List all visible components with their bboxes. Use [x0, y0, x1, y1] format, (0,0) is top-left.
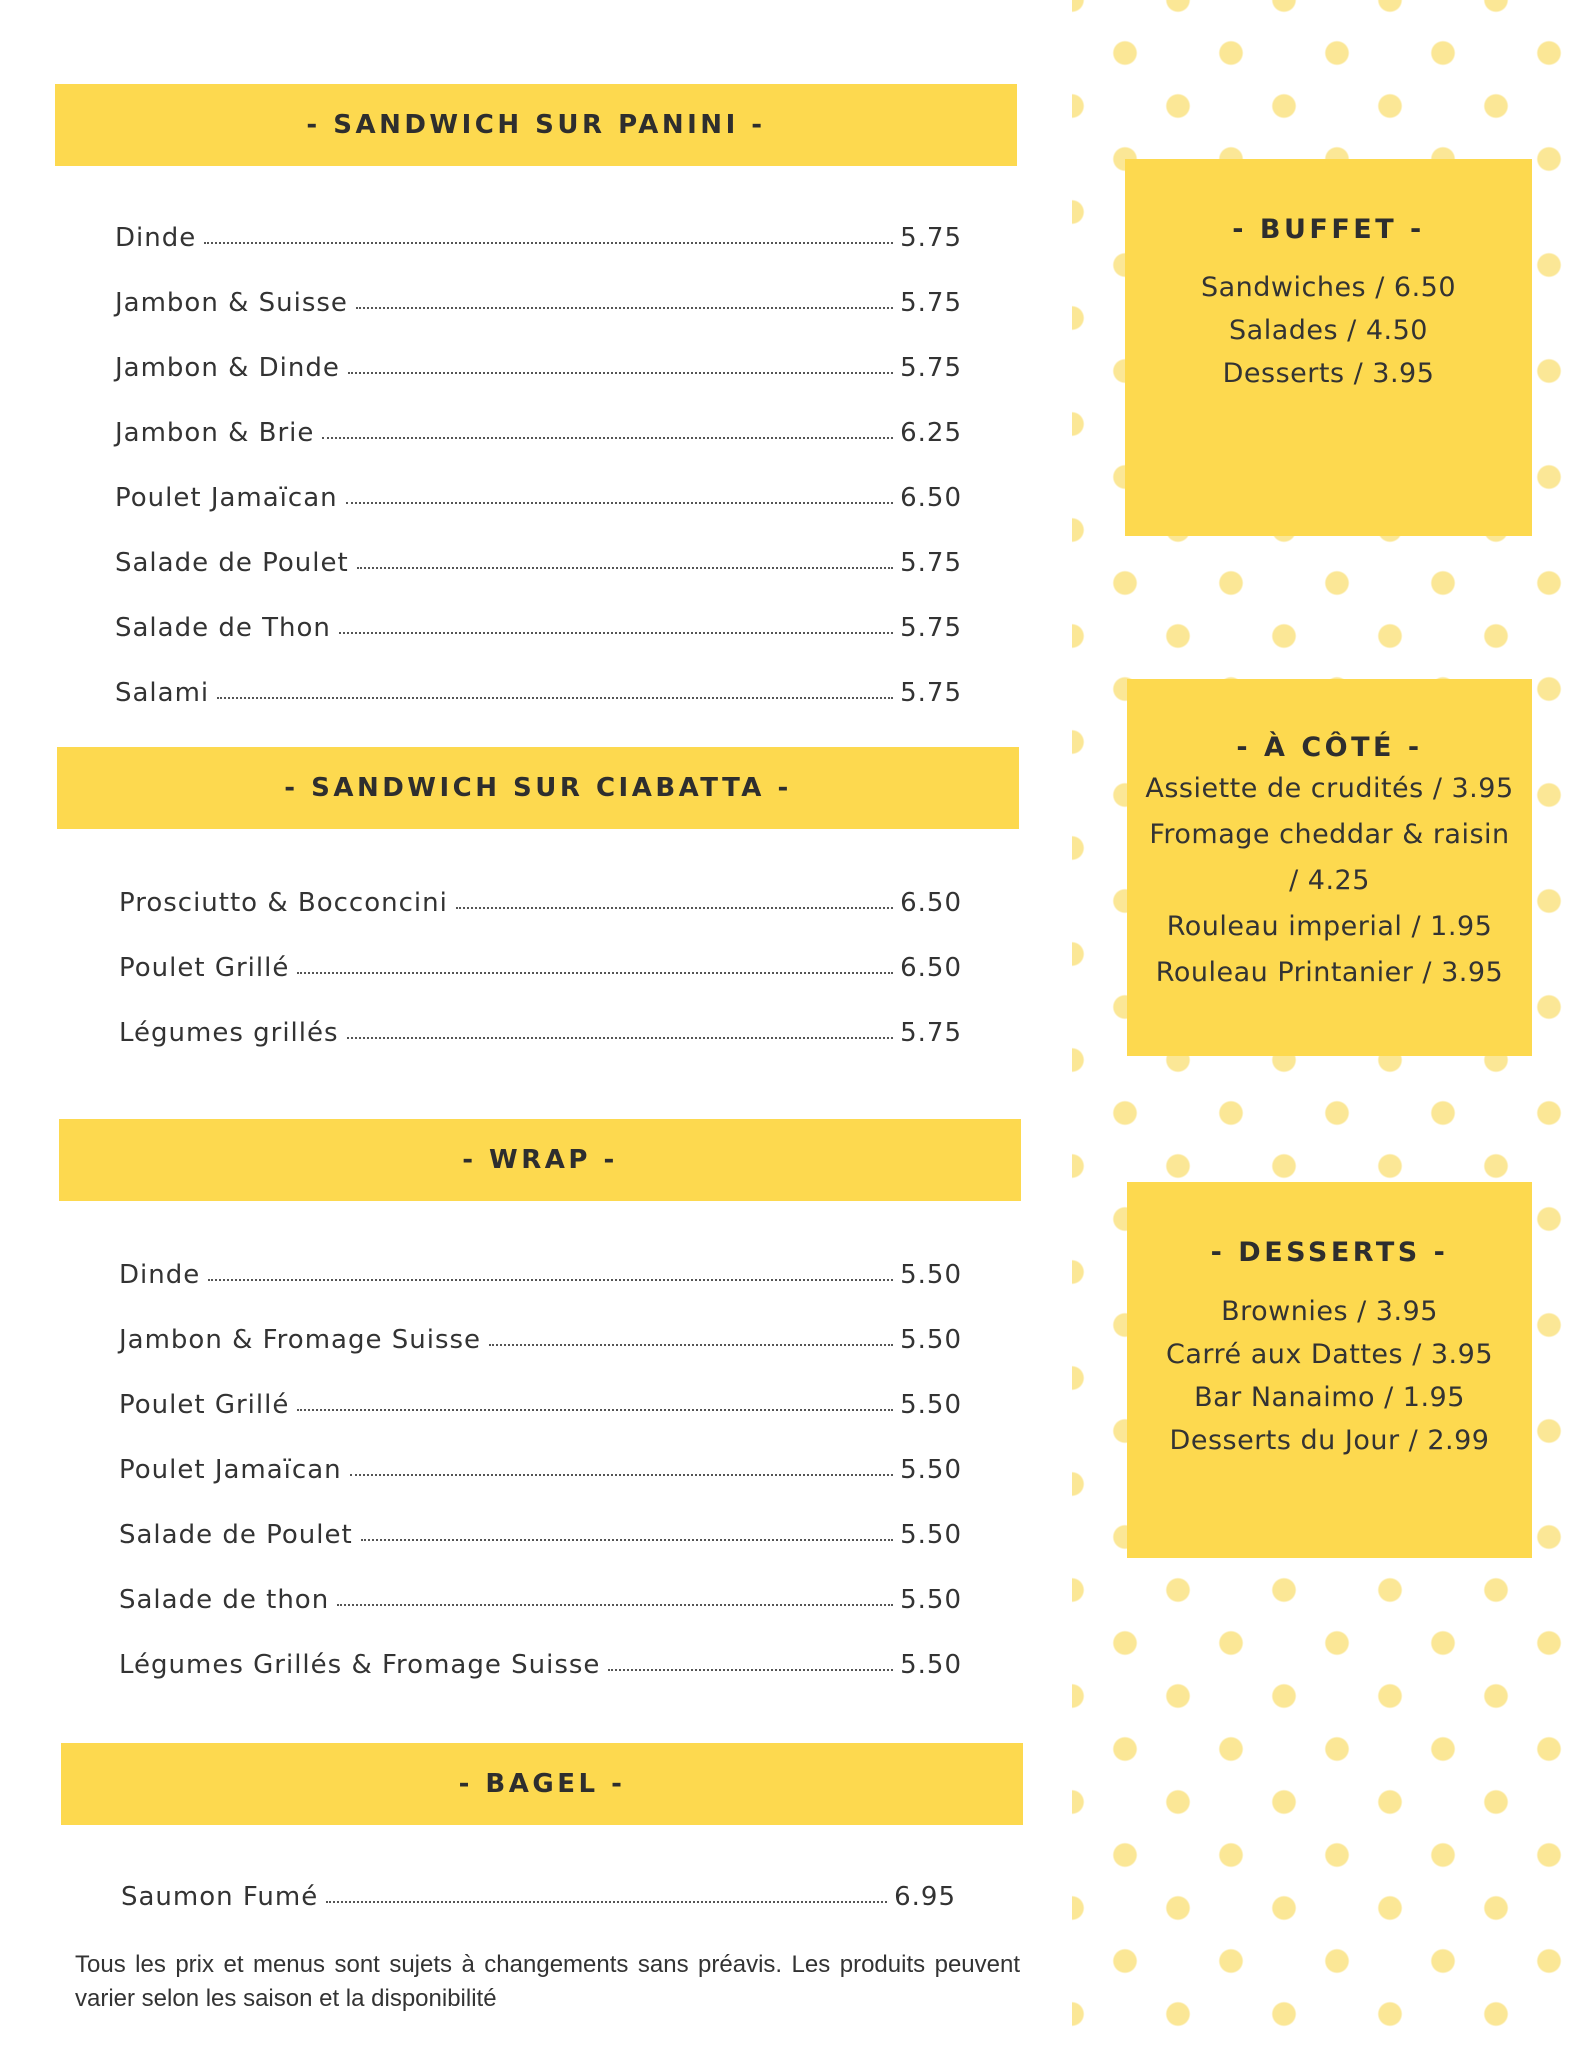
menu-item — [115, 343, 962, 383]
dot-leader — [489, 1344, 893, 1346]
menu-item — [115, 213, 962, 253]
dot-leader — [456, 907, 893, 909]
a-cote-title: - À CÔTÉ - — [1236, 732, 1423, 763]
item-name: Prosciutto & Bocconcini — [119, 888, 448, 918]
item-name: Jambon & Suisse — [115, 288, 348, 318]
item-name: Légumes grillés — [119, 1018, 339, 1048]
desserts-line: Desserts du Jour / 2.99 — [1169, 1425, 1490, 1456]
panini-section-title: - SANDWICH SUR PANINI - — [306, 110, 766, 140]
item-name: Dinde — [115, 223, 197, 253]
dot-leader — [339, 632, 893, 634]
menu-item — [115, 603, 962, 643]
desserts-title: - DESSERTS - — [1210, 1237, 1449, 1268]
desserts-line: Carré aux Dattes / 3.95 — [1165, 1339, 1493, 1370]
item-name: Jambon & Dinde — [115, 353, 340, 383]
dot-leader — [208, 1279, 893, 1281]
buffet-line: Salades / 4.50 — [1229, 315, 1428, 346]
panini-section-header — [55, 84, 1017, 166]
dot-leader — [297, 1409, 893, 1411]
item-price: 6.50 — [900, 953, 962, 983]
menu-item — [115, 538, 962, 578]
item-price: 5.50 — [900, 1260, 962, 1290]
item-price: 5.50 — [900, 1650, 962, 1680]
menu-item — [119, 1380, 962, 1420]
bagel-section-header — [61, 1743, 1023, 1825]
item-price: 5.50 — [900, 1520, 962, 1550]
buffet-title: - BUFFET - — [1232, 214, 1425, 245]
item-name: Poulet Jamaïcan — [119, 1455, 342, 1485]
item-name: Salami — [115, 678, 210, 708]
buffet-line: Sandwiches / 6.50 — [1200, 272, 1457, 303]
item-name: Poulet Grillé — [119, 953, 290, 983]
item-price: 5.50 — [900, 1455, 962, 1485]
ciabatta-section-header — [57, 747, 1019, 829]
a-cote-line: Rouleau Printanier / 3.95 — [1155, 957, 1504, 988]
dot-leader — [326, 1901, 887, 1903]
item-name: Dinde — [119, 1260, 201, 1290]
item-price: 6.25 — [900, 418, 962, 448]
desserts-box — [1127, 1182, 1532, 1558]
wrap-section-title: - WRAP - — [462, 1145, 618, 1175]
item-name: Légumes Grillés & Fromage Suisse — [119, 1650, 601, 1680]
item-price: 5.50 — [900, 1585, 962, 1615]
item-name: Poulet Jamaïcan — [115, 483, 338, 513]
item-name: Jambon & Brie — [115, 418, 315, 448]
item-price: 5.75 — [900, 353, 962, 383]
dot-leader — [356, 307, 893, 309]
desserts-line: Bar Nanaimo / 1.95 — [1194, 1382, 1465, 1413]
item-name: Salade de Thon — [115, 613, 331, 643]
item-price: 5.75 — [900, 288, 962, 318]
menu-item — [119, 1008, 962, 1048]
item-price: 6.50 — [900, 483, 962, 513]
item-price: 5.75 — [900, 1018, 962, 1048]
buffet-box — [1125, 159, 1532, 536]
menu-item — [119, 1250, 962, 1290]
dot-leader — [322, 437, 893, 439]
item-price: 5.50 — [900, 1390, 962, 1420]
dot-leader — [204, 242, 893, 244]
item-price: 6.95 — [894, 1882, 956, 1912]
item-name: Salade de Poulet — [119, 1520, 353, 1550]
menu-item — [115, 473, 962, 513]
a-cote-line: / 4.25 — [1289, 865, 1370, 896]
item-price: 5.75 — [900, 678, 962, 708]
menu-item — [119, 1575, 962, 1615]
menu-item — [119, 1445, 962, 1485]
item-price: 5.50 — [900, 1325, 962, 1355]
desserts-line: Brownies / 3.95 — [1221, 1296, 1438, 1327]
ciabatta-section-title: - SANDWICH SUR CIABATTA - — [284, 773, 792, 803]
menu-item — [119, 943, 962, 983]
menu-item — [119, 1640, 962, 1680]
dot-leader — [357, 567, 893, 569]
dot-leader — [361, 1539, 893, 1541]
menu-item — [119, 1510, 962, 1550]
dot-leader — [347, 1037, 894, 1039]
a-cote-box — [1127, 679, 1532, 1056]
menu-item — [115, 668, 962, 708]
menu-item — [119, 878, 962, 918]
item-name: Salade de Poulet — [115, 548, 349, 578]
a-cote-line: Assiette de crudités / 3.95 — [1145, 773, 1514, 804]
bagel-section-title: - BAGEL - — [458, 1769, 626, 1799]
dot-leader — [217, 697, 893, 699]
item-price: 5.75 — [900, 223, 962, 253]
item-name: Saumon Fumé — [121, 1882, 319, 1912]
item-price: 5.75 — [900, 613, 962, 643]
item-price: 6.50 — [900, 888, 962, 918]
dot-leader — [297, 972, 893, 974]
item-name: Poulet Grillé — [119, 1390, 290, 1420]
dot-leader — [346, 502, 894, 504]
item-name: Jambon & Fromage Suisse — [119, 1325, 482, 1355]
dot-leader — [350, 1474, 894, 1476]
dot-leader — [337, 1604, 893, 1606]
buffet-line: Desserts / 3.95 — [1222, 358, 1435, 389]
a-cote-line: Fromage cheddar & raisin — [1149, 819, 1510, 850]
a-cote-line: Rouleau imperial / 1.95 — [1166, 911, 1493, 942]
menu-item — [121, 1872, 956, 1912]
item-price: 5.75 — [900, 548, 962, 578]
dot-leader — [348, 372, 893, 374]
menu-item — [115, 408, 962, 448]
dot-leader — [608, 1669, 893, 1671]
menu-item — [115, 278, 962, 318]
item-name: Salade de thon — [119, 1585, 330, 1615]
pricing-disclaimer: Tous les prix et menus sont sujets à changements sans préavis. Les produits peuvent varier selon les saison et la disponibilité — [75, 1951, 1020, 2012]
wrap-section-header — [59, 1119, 1021, 1201]
menu-item — [119, 1315, 962, 1355]
